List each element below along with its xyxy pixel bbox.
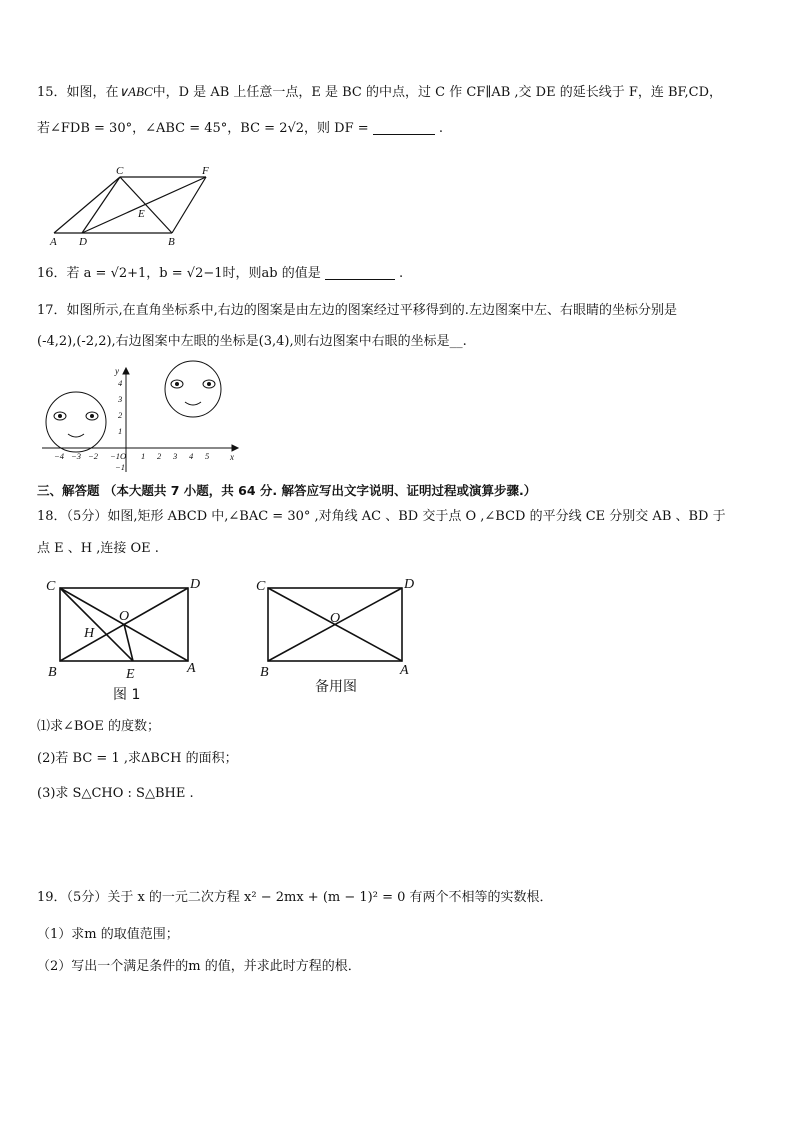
- q19-sub1: （1）求m 的取值范围；: [37, 927, 179, 942]
- q17-line1: 17．如图所示,在直角坐标系中,右边的图案是由左边的图案经过平移得到的.左边图案中左、右眼睛的坐标分别是: [37, 303, 677, 318]
- q15-line1: 15．如图，在∨ABC中，D 是 AB 上任意一点，E 是 BC 的中点，过 C 作 CF∥AB ,交 DE 的延长线于 F，连 BF,CD，: [37, 84, 723, 100]
- svg-text:2: 2: [157, 451, 162, 461]
- answer-blank: [325, 265, 395, 280]
- svg-text:−2: −2: [88, 451, 98, 461]
- q17-line2: (-4,2),(-2,2),右边图案中左眼的坐标是(3,4),则右边图案中右眼的坐标是__.: [37, 334, 467, 349]
- figure2-caption: 备用图: [315, 679, 357, 695]
- svg-text:1: 1: [141, 451, 146, 461]
- q19-line1: 19．（5分）关于 x 的一元二次方程 x² − 2mx + (m − 1)² = 0 有两个不相等的实数根．: [37, 890, 553, 905]
- label-F: F: [202, 165, 209, 177]
- figure1-caption: 图 1: [113, 687, 141, 703]
- answer-blank: [373, 120, 435, 135]
- label-D: D: [190, 577, 201, 592]
- svg-text:−4: −4: [54, 451, 64, 461]
- label-E: E: [126, 667, 135, 682]
- label-O: O: [119, 609, 130, 624]
- q19-sub2: （2）写出一个满足条件的m 的值，并求此时方程的根．: [37, 959, 361, 974]
- label-O: O: [330, 611, 341, 626]
- label-A: A: [187, 661, 196, 676]
- label-D: D: [404, 577, 415, 592]
- section-title: 三、解答题 （本大题共 7 小题，共 64 分. 解答应写出文字说明、证明过程或演算步骤.）: [37, 483, 537, 498]
- q18-figure1: [44, 574, 209, 682]
- q18-sub1: ⑴求∠BOE 的度数；: [37, 719, 160, 734]
- label-H: H: [84, 626, 95, 641]
- q18-figure2: [254, 574, 424, 682]
- svg-text:3: 3: [173, 451, 178, 461]
- label-E: E: [138, 208, 145, 220]
- q15-line2: 若∠FDB = 30°，∠ABC = 45°，BC = 2√2，则 DF = .: [37, 121, 444, 136]
- svg-text:−1: −1: [115, 462, 125, 472]
- label-C: C: [256, 579, 266, 594]
- q16-line: 16．若 a = √2+1，b = √2−1时，则ab 的值是 .: [37, 266, 404, 281]
- svg-text:5: 5: [205, 451, 210, 461]
- label-A: A: [400, 663, 409, 678]
- q15-figure: [48, 165, 228, 247]
- svg-text:1: 1: [118, 426, 123, 436]
- q18-sub2: (2)若 BC = 1 ,求ΔBCH 的面积；: [37, 751, 238, 766]
- svg-text:3: 3: [118, 394, 123, 404]
- y-axis-label: y: [115, 366, 119, 376]
- q18-line2: 点 E 、H ,连接 OE .: [37, 541, 159, 556]
- q18-sub3: (3)求 S△CHO : S△BHE .: [37, 786, 194, 801]
- svg-text:−1O: −1O: [110, 451, 127, 461]
- label-C: C: [116, 165, 124, 177]
- q17-coordinate-figure: [38, 362, 248, 478]
- label-B: B: [260, 665, 269, 680]
- svg-text:−3: −3: [71, 451, 81, 461]
- svg-text:4: 4: [189, 451, 194, 461]
- x-axis-label: x: [230, 452, 234, 462]
- svg-text:2: 2: [118, 410, 123, 420]
- svg-text:4: 4: [118, 378, 123, 388]
- label-B: B: [48, 665, 57, 680]
- q18-line1: 18．（5分）如图,矩形 ABCD 中,∠BAC = 30° ,对角线 AC 、BD 交于点 O ,∠BCD 的平分线 CE 分别交 AB 、BD 于: [37, 509, 726, 524]
- label-D: D: [79, 236, 87, 248]
- label-C: C: [46, 579, 56, 594]
- label-B: B: [168, 236, 175, 248]
- label-A: A: [50, 236, 57, 248]
